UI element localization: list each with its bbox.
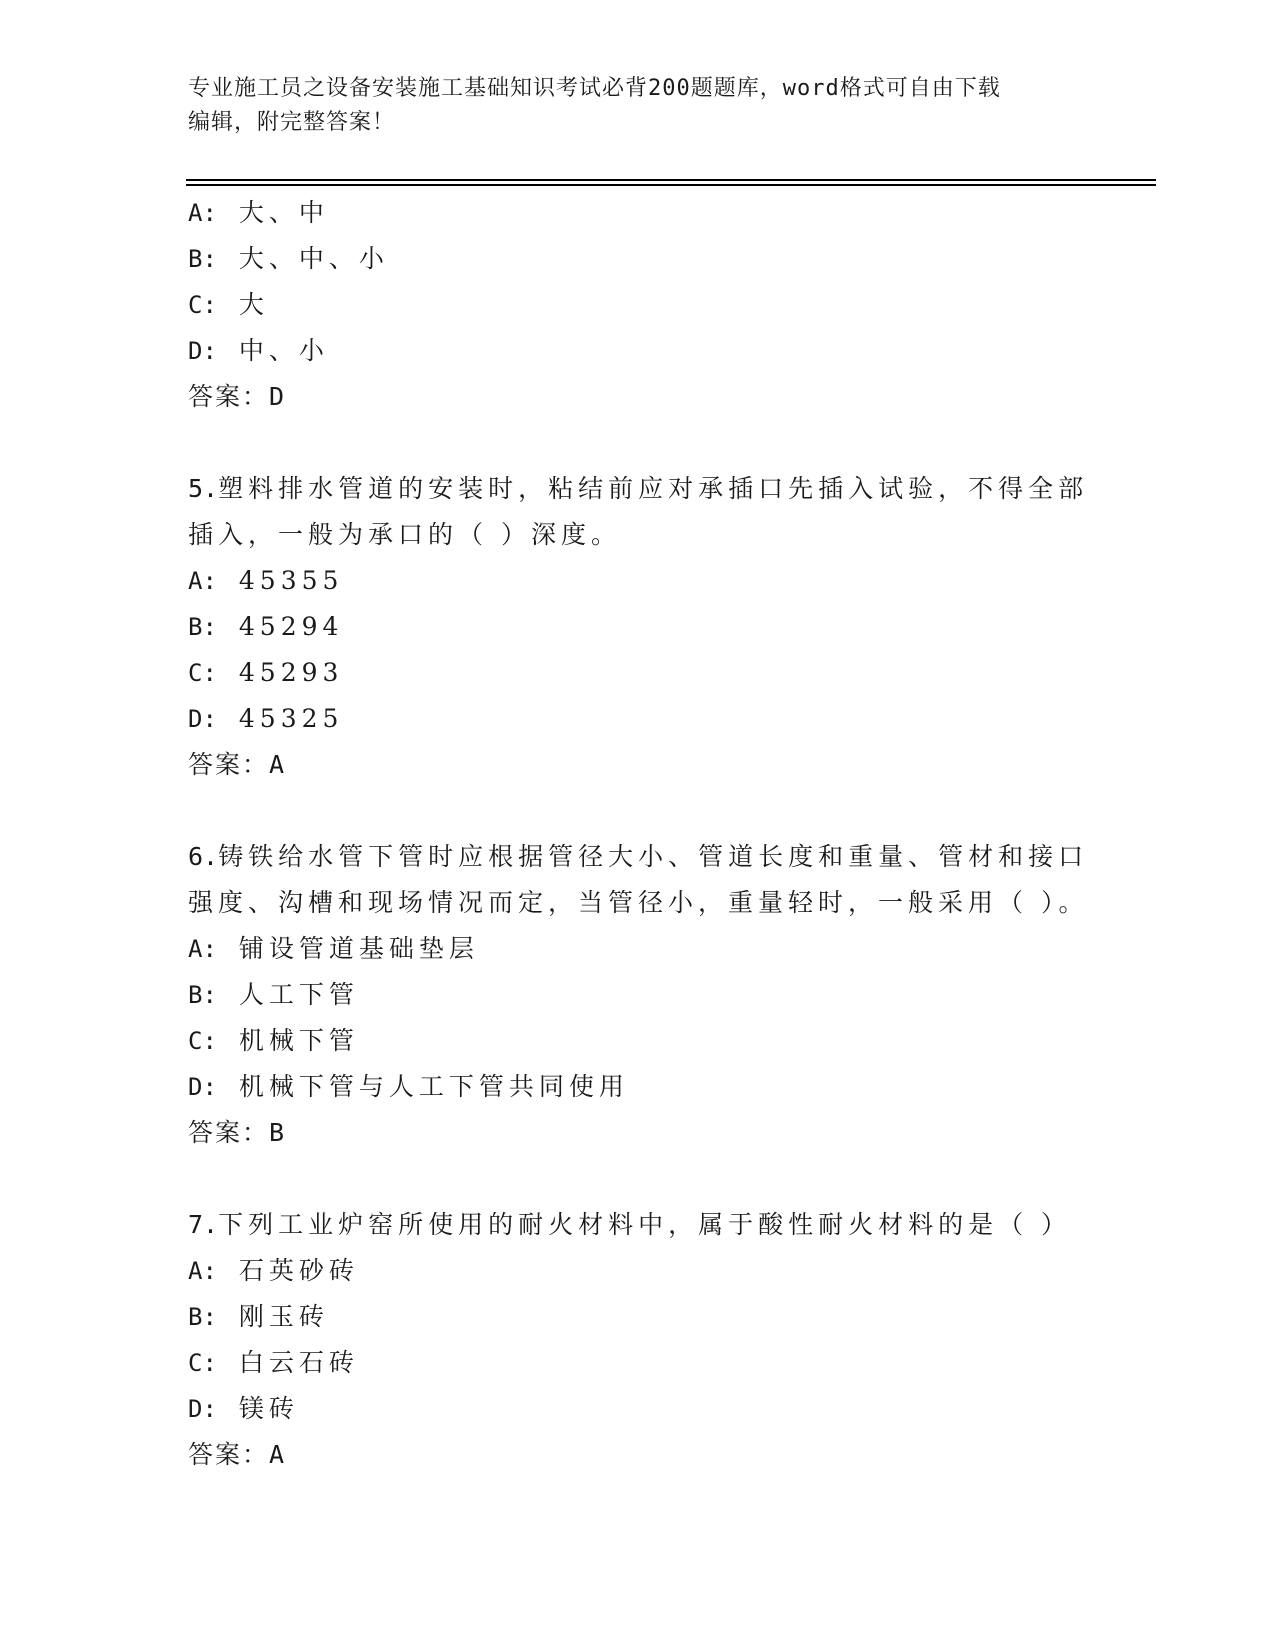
question-number: 5. (188, 474, 219, 503)
question-stem-line-1: 塑料排水管道的安装时，粘结前应对承插口先插入试验，不得全部 (218, 474, 1089, 503)
option-letter: B: (188, 245, 217, 273)
option-letter: C: (188, 291, 217, 319)
option-c (188, 282, 1088, 328)
option-text: 铺设管道基础垫层 (238, 934, 479, 963)
option-b (188, 604, 1088, 650)
option-letter: A: (188, 1257, 217, 1285)
option-text: 镁砖 (238, 1394, 299, 1423)
option-a (188, 1248, 1088, 1294)
header-title-line-2: 编辑，附完整答案！ (188, 110, 396, 135)
option-d (188, 696, 1088, 742)
answer (188, 374, 1088, 420)
header-title-line-1: 专业施工员之设备安装施工基础知识考试必背200题题库，word格式可自由下载 (188, 76, 1001, 101)
option-letter: A: (188, 199, 217, 227)
question-stem (188, 834, 1088, 880)
question-stem (188, 466, 1088, 512)
answer-value: A (269, 750, 287, 779)
answer (188, 742, 1088, 788)
question-stem-line-2: 强度、沟槽和现场情况而定，当管径小，重量轻时，一般采用（ ）。 (188, 888, 1089, 917)
option-text: 机械下管与人工下管共同使用 (238, 1072, 629, 1101)
option-text: 45293 (238, 658, 344, 687)
option-letter: D: (188, 1395, 217, 1423)
option-letter: C: (188, 1027, 217, 1055)
option-text: 刚玉砖 (238, 1302, 329, 1331)
header-rule-top (186, 179, 1156, 181)
question-5 (188, 466, 1088, 788)
option-a (188, 190, 1088, 236)
option-text: 45355 (238, 566, 344, 595)
option-text: 45294 (238, 612, 344, 641)
answer-label: 答案： (188, 750, 270, 779)
option-letter: B: (188, 1303, 217, 1331)
option-text: 大 (238, 290, 269, 319)
question-7 (188, 1202, 1088, 1478)
option-text: 人工下管 (238, 980, 359, 1009)
option-text: 大、中 (238, 198, 329, 227)
header-rule-bottom (186, 184, 1156, 186)
option-letter: C: (188, 659, 217, 687)
answer-value: D (269, 382, 287, 411)
option-letter: B: (188, 981, 217, 1009)
option-letter: C: (188, 1349, 217, 1377)
option-d (188, 328, 1088, 374)
option-letter: D: (188, 705, 217, 733)
answer-value: B (269, 1118, 287, 1147)
option-c (188, 1018, 1088, 1064)
option-letter: D: (188, 337, 217, 365)
option-letter: D: (188, 1073, 217, 1101)
option-text: 石英砂砖 (238, 1256, 359, 1285)
option-a (188, 558, 1088, 604)
answer-label: 答案： (188, 1118, 270, 1147)
option-d (188, 1064, 1088, 1110)
question-stem (188, 1202, 1088, 1248)
answer (188, 1432, 1088, 1478)
option-text: 白云石砖 (238, 1348, 359, 1377)
answer (188, 1110, 1088, 1156)
option-c (188, 650, 1088, 696)
option-text: 中、小 (238, 336, 329, 365)
option-text: 机械下管 (238, 1026, 359, 1055)
question-stem-line-2: 插入，一般为承口的（ ）深度。 (188, 520, 621, 549)
option-b (188, 972, 1088, 1018)
option-d (188, 1386, 1088, 1432)
question-number: 6. (188, 842, 219, 871)
question-stem-line-1: 铸铁给水管下管时应根据管径大小、管道长度和重量、管材和接口 (218, 842, 1089, 871)
option-letter: B: (188, 613, 217, 641)
option-b (188, 1294, 1088, 1340)
option-text: 45325 (238, 704, 344, 733)
page-header (188, 72, 1068, 140)
option-c (188, 1340, 1088, 1386)
question-6 (188, 834, 1088, 1156)
option-letter: A: (188, 567, 217, 595)
answer-label: 答案： (188, 1440, 270, 1469)
option-letter: A: (188, 935, 217, 963)
answer-value: A (269, 1440, 287, 1469)
option-text: 大、中、小 (238, 244, 389, 273)
document-body (188, 190, 1088, 1478)
question-4 (188, 190, 1088, 420)
question-stem-line-1: 下列工业炉窑所使用的耐火材料中，属于酸性耐火材料的是（ ） (218, 1210, 1072, 1239)
answer-label: 答案： (188, 382, 270, 411)
option-b (188, 236, 1088, 282)
option-a (188, 926, 1088, 972)
question-number: 7. (188, 1210, 219, 1239)
